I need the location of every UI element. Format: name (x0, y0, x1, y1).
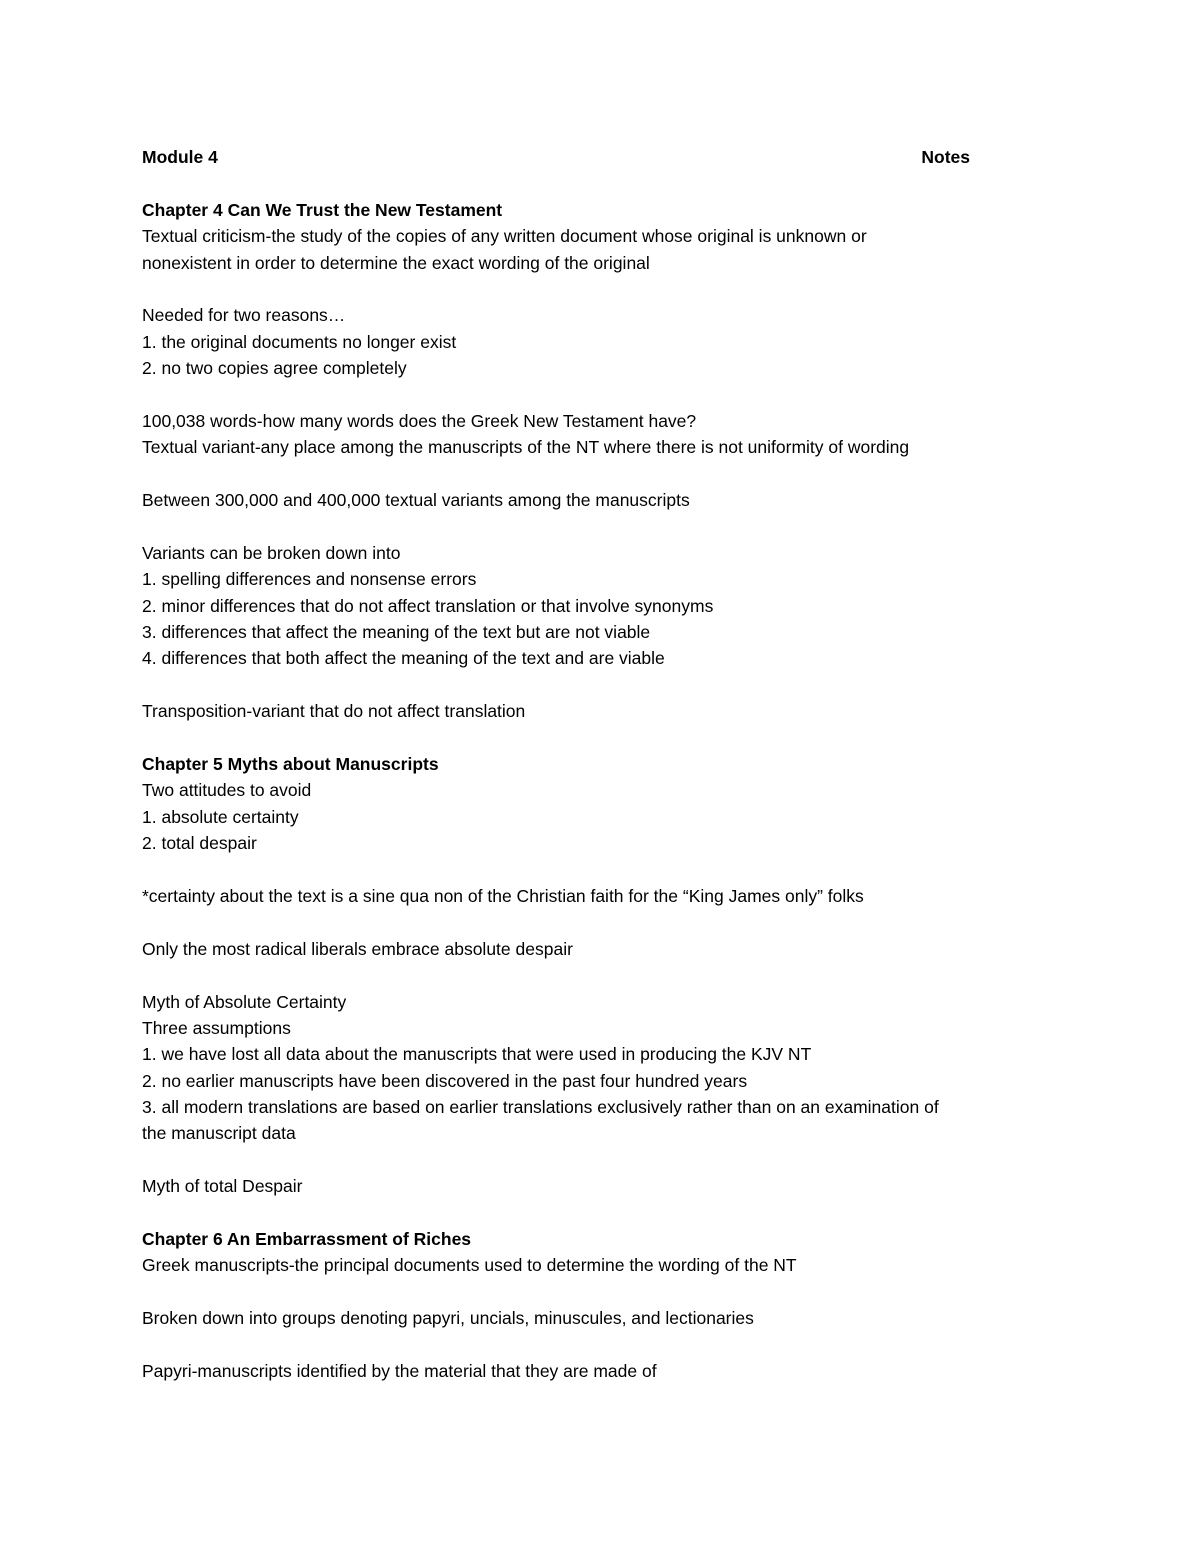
spacer (142, 382, 1058, 408)
spacer (142, 857, 1058, 883)
paragraph-line: Variants can be broken down into (142, 542, 401, 563)
paragraph-line: Needed for two reasons… (142, 305, 346, 326)
list-item: 2. total despair (142, 833, 257, 854)
spacer (142, 170, 1058, 196)
list-item: 1. the original documents no longer exist (142, 331, 457, 352)
document-header (142, 144, 970, 170)
chapter-5-heading: Chapter 5 Myths about Manuscripts (142, 753, 439, 774)
chapter-4-heading: Chapter 4 Can We Trust the New Testament (142, 199, 503, 220)
paragraph-line: Broken down into groups denoting papyri, uncials, minuscules, and lectionaries (142, 1308, 754, 1329)
spacer (142, 1279, 1058, 1305)
list-item: 1. we have lost all data about the manuscripts that were used in producing the KJV NT (142, 1044, 812, 1065)
module-title: Module 4 (142, 147, 218, 167)
spacer (142, 725, 1058, 751)
paragraph-line: Three assumptions (142, 1017, 291, 1038)
paragraph-line: nonexistent in order to determine the exact wording of the original (142, 252, 650, 273)
spacer (142, 461, 1058, 487)
paragraph-line: Myth of total Despair (142, 1176, 303, 1197)
spacer (142, 276, 1058, 302)
paragraph-line: Two attitudes to avoid (142, 780, 312, 801)
list-item: 3. differences that affect the meaning of the text but are not viable (142, 622, 651, 643)
notes-label: Notes (921, 147, 970, 167)
list-item: 4. differences that both affect the meaning of the text and are viable (142, 648, 665, 669)
chapter-6-heading: Chapter 6 An Embarrassment of Riches (142, 1229, 472, 1250)
paragraph-line: Between 300,000 and 400,000 textual variants among the manuscripts (142, 490, 690, 511)
paragraph-line: Textual variant-any place among the manuscripts of the NT where there is not uniformity of wording (142, 437, 910, 458)
spacer (142, 513, 1058, 539)
list-item: 1. spelling differences and nonsense errors (142, 569, 477, 590)
document-body (142, 144, 1058, 1384)
spacer (142, 1200, 1058, 1226)
spacer (142, 962, 1058, 988)
paragraph-line: Myth of Absolute Certainty (142, 991, 347, 1012)
list-item: 1. absolute certainty (142, 806, 299, 827)
spacer (142, 909, 1058, 935)
list-item-continuation: the manuscript data (142, 1123, 296, 1144)
list-item: 3. all modern translations are based on earlier translations exclusively rather than on an examination of (142, 1097, 939, 1118)
spacer (142, 1147, 1058, 1173)
paragraph-line: Greek manuscripts-the principal documents used to determine the wording of the NT (142, 1255, 797, 1276)
list-item: 2. no two copies agree completely (142, 358, 407, 379)
list-item: 2. minor differences that do not affect translation or that involve synonyms (142, 595, 714, 616)
list-item: 2. no earlier manuscripts have been discovered in the past four hundred years (142, 1070, 748, 1091)
paragraph-line: Transposition-variant that do not affect translation (142, 701, 526, 722)
spacer (142, 1332, 1058, 1358)
paragraph-line: 100,038 words-how many words does the Greek New Testament have? (142, 410, 697, 431)
paragraph-line: Textual criticism-the study of the copies of any written document whose original is unknown or (142, 226, 867, 247)
paragraph-line: *certainty about the text is a sine qua non of the Christian faith for the “King James only” folks (142, 885, 864, 906)
paragraph-line: Papyri-manuscripts identified by the material that they are made of (142, 1360, 657, 1381)
paragraph-line: Only the most radical liberals embrace absolute despair (142, 938, 573, 959)
spacer (142, 672, 1058, 698)
